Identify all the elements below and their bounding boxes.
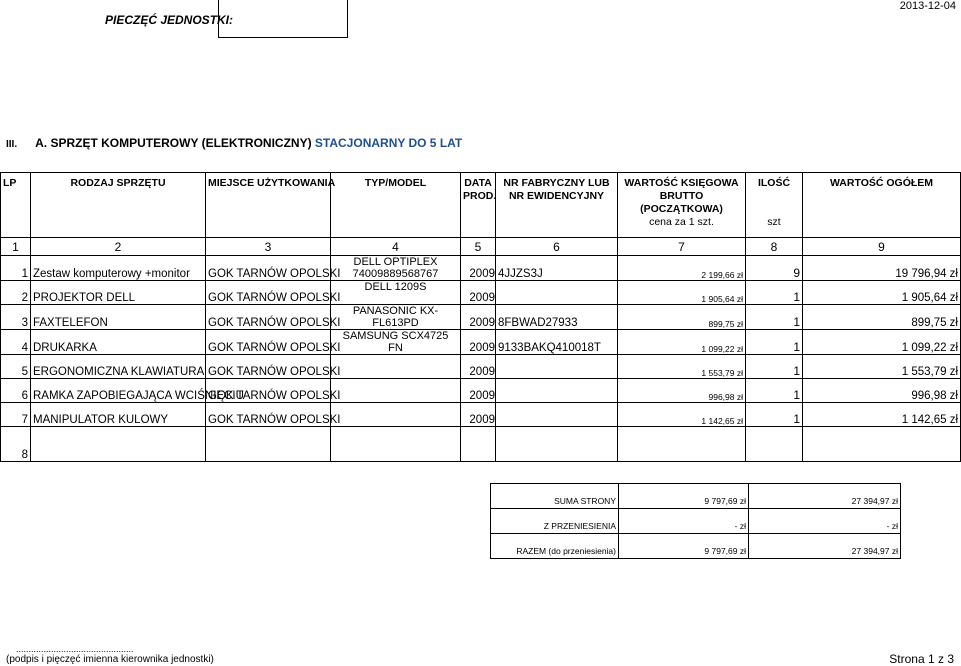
row-lp: 8 [1,427,31,462]
stamp-label: PIECZĘĆ JEDNOSTKI: [105,13,234,27]
row-total: 1 905,64 zł [803,281,961,305]
row-model-line1: DELL OPTIPLEX [353,256,438,268]
row-lp: 4 [1,330,31,355]
row-total: 1 553,79 zł [803,355,961,379]
row-value: 1 142,65 zł [618,403,746,427]
row-type: ERGONOMICZNA KLAWIATURA [31,355,206,379]
row-model [331,403,461,427]
row-year: 2009 [461,403,496,427]
row-type: MANIPULATOR KULOWY [31,403,206,427]
row-value: 899,75 zł [618,305,746,330]
row-model [331,256,461,281]
row-year: 2009 [461,281,496,305]
row-total: 19 796,94 zł [803,256,961,281]
summary-total: 27 394,97 zł [839,484,901,509]
table-row [1,379,961,403]
empty-cell [618,427,746,462]
row-value: 1 553,79 zł [618,355,746,379]
col-qty-label: ILOŚĆ [757,177,791,189]
col-date-line1: DATA [464,177,492,189]
row-value: 2 199,66 zł [618,256,746,281]
row-place: GOK TARNÓW OPOLSKI [206,355,331,379]
row-total: 996,98 zł [803,379,961,403]
row-model [331,281,461,305]
section-number: III. [6,139,18,150]
empty-cell [803,427,961,462]
table-row [1,281,961,305]
summary-value: - zł [619,509,749,534]
row-year: 2009 [461,256,496,281]
col-qty [746,173,803,238]
summary-spacer [749,534,839,559]
table-row [1,305,961,330]
table-row [1,330,961,355]
row-lp: 6 [1,379,31,403]
row-model-line2: FN [388,342,403,354]
row-qty: 1 [746,403,803,427]
row-serial [496,403,618,427]
print-date: 2013-12-04 [899,0,956,12]
summary-table [490,483,901,559]
row-serial [496,379,618,403]
col-value-line3: (POCZĄTKOWA) [640,203,723,215]
row-serial [496,281,618,305]
summary-row [491,534,901,559]
summary-label: SUMA STRONY [491,484,619,509]
empty-cell [31,427,206,462]
col-value [618,173,746,238]
empty-cell [331,427,461,462]
row-type: DRUKARKA [31,330,206,355]
col-lp: LP [1,173,31,238]
row-value: 1 905,64 zł [618,281,746,305]
column-number-row [1,238,961,256]
row-type: RAMKA ZAPOBIEGAJĄCA WCIŚNIĘCIU [31,379,206,403]
col-type: RODZAJ SPRZĘTU [31,173,206,238]
row-place: GOK TARNÓW OPOLSKI [206,330,331,355]
row-lp: 2 [1,281,31,305]
col-serial-line2: NR EWIDENCYJNY [508,190,605,202]
row-model [331,330,461,355]
row-type: Zestaw komputerowy +monitor [31,256,206,281]
row-value: 1 099,22 zł [618,330,746,355]
equipment-table [0,172,961,462]
col-value-line2: BRUTTO [659,190,704,202]
column-number: 8 [746,238,803,256]
row-model-line1: DELL 1209S [364,281,427,293]
row-model-line1: PANASONIC KX- [352,305,439,317]
col-model: TYP/MODEL [331,173,461,238]
table-row [1,355,961,379]
summary-label: Z PRZENIESIENIA [491,509,619,534]
summary-total: 27 394,97 zł [839,534,901,559]
row-place: GOK TARNÓW OPOLSKI [206,305,331,330]
row-model-line1: SAMSUNG SCX4725 [342,330,449,342]
row-value: 996,98 zł [618,379,746,403]
row-qty: 1 [746,281,803,305]
column-number: 7 [618,238,746,256]
column-number: 4 [331,238,461,256]
col-qty-unit: szt [767,216,781,228]
row-lp: 3 [1,305,31,330]
column-number: 3 [206,238,331,256]
row-serial: 4JJZS3J [496,256,618,281]
row-serial: 9133BAKQ410018T [496,330,618,355]
row-total: 1 099,22 zł [803,330,961,355]
row-year: 2009 [461,305,496,330]
column-number: 9 [803,238,961,256]
col-value-line1: WARTOŚĆ KSIĘGOWA [624,177,739,189]
empty-cell [496,427,618,462]
col-serial-line1: NR FABRYCZNY LUB [503,177,610,189]
row-place: GOK TARNÓW OPOLSKI [206,281,331,305]
summary-row [491,484,901,509]
col-value-unit: cena za 1 szt. [649,216,714,228]
summary-value: 9 797,69 zł [619,484,749,509]
row-lp: 7 [1,403,31,427]
summary-value: 9 797,69 zł [619,534,749,559]
empty-cell [206,427,331,462]
row-year: 2009 [461,355,496,379]
row-place: GOK TARNÓW OPOLSKI [206,256,331,281]
column-number: 6 [496,238,618,256]
signature-label: (podpis i pięczęć imienna kierownika jednostki) [6,654,214,665]
summary-row [491,509,901,534]
table-header [1,173,961,238]
section-title-tail: STACJONARNY DO 5 LAT [314,136,463,150]
row-model [331,305,461,330]
column-number: 2 [31,238,206,256]
col-date [461,173,496,238]
stamp-box [218,0,348,38]
table-row [1,403,961,427]
row-qty: 1 [746,330,803,355]
summary-spacer [749,509,839,534]
row-place: GOK TARNÓW OPOLSKI [206,403,331,427]
empty-cell [461,427,496,462]
row-serial [496,355,618,379]
signature-line: ............................................... [16,644,134,654]
row-qty: 1 [746,379,803,403]
column-number: 1 [1,238,31,256]
empty-cell [746,427,803,462]
row-year: 2009 [461,379,496,403]
row-year: 2009 [461,330,496,355]
row-total: 899,75 zł [803,305,961,330]
row-type: FAXTELEFON [31,305,206,330]
col-total: WARTOŚĆ OGÓŁEM [803,173,961,238]
column-number: 5 [461,238,496,256]
section-title [6,136,462,150]
row-model-line2: FL613PD [372,317,419,329]
col-serial [496,173,618,238]
summary-spacer [749,484,839,509]
row-model-line2: 74009889568767 [352,268,439,280]
table-row [1,256,961,281]
row-serial: 8FBWAD27933 [496,305,618,330]
row-type: PROJEKTOR DELL [31,281,206,305]
row-lp: 1 [1,256,31,281]
row-place: GOK TARNÓW OPOLSKI [206,379,331,403]
row-lp: 5 [1,355,31,379]
row-model [331,355,461,379]
row-qty: 1 [746,355,803,379]
row-total: 1 142,65 zł [803,403,961,427]
row-qty: 9 [746,256,803,281]
row-model [331,379,461,403]
section-title-head: A. SPRZĘT KOMPUTEROWY (ELEKTRONICZNY) [35,136,315,150]
col-date-line2: PROD. [463,190,497,202]
summary-total: - zł [839,509,901,534]
page-number: Strona 1 z 3 [889,652,954,666]
row-qty: 1 [746,305,803,330]
summary-label: RAZEM (do przeniesienia) [491,534,619,559]
table-row-empty [1,427,961,462]
col-place: MIEJSCE UŻYTKOWANIA [206,173,331,238]
